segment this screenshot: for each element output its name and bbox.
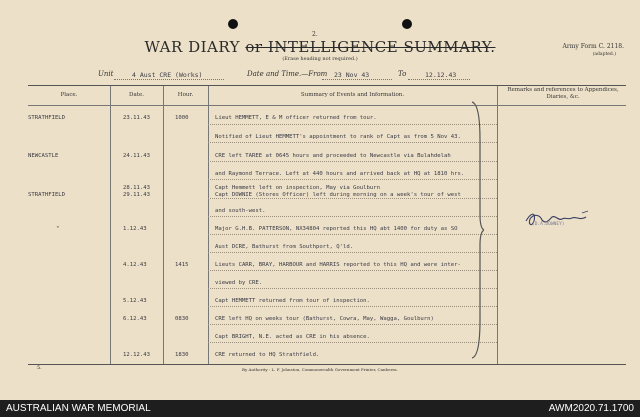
- col-header-hour: Hour.: [177, 92, 194, 98]
- row-text: Lieut HEMMETT, E & M officer returned from tour.: [215, 115, 377, 121]
- to-value: 12.12.43: [425, 71, 457, 79]
- row-date: 23.11.43: [123, 115, 150, 121]
- row-date: 4.12.43: [123, 262, 147, 268]
- page-number: 2.: [312, 31, 318, 38]
- row-hour: 1830: [175, 352, 189, 358]
- table-row: [28, 133, 626, 143]
- unit-value: 4 Aust CRE (Works): [132, 71, 203, 79]
- row-text: Capt Hemmett left on inspection, May via Goulburn: [215, 185, 381, 191]
- remarks-brace: [470, 100, 484, 360]
- table-row: [28, 297, 626, 307]
- row-hour: 1000: [175, 115, 189, 121]
- row-text: and south-west.: [215, 208, 266, 214]
- table-row: [28, 152, 626, 162]
- punch-hole: [228, 19, 238, 29]
- from-value: 23 Nov 43: [334, 71, 370, 79]
- row-date: 12.12.43: [123, 352, 150, 358]
- unit-line: [0, 70, 640, 82]
- col-header-remarks: Remarks and references to Appendices, Diaries, &c.: [507, 87, 619, 100]
- row-date: 1.12.43: [123, 226, 147, 232]
- col-header-date: Date.: [129, 92, 144, 98]
- table-row: [28, 333, 626, 343]
- date-label: Date and Time.—From: [247, 70, 328, 78]
- archive-id: AWM2020.71.1700: [548, 403, 634, 414]
- col-header-place: Place.: [60, 92, 78, 98]
- archive-name: AUSTRALIAN WAR MEMORIAL: [6, 403, 151, 414]
- row-text: CRE left TAREE at 0645 hours and proceeded to Newcastle via Bulahdelah: [215, 153, 451, 159]
- row-place: ": [56, 226, 60, 232]
- row-text: Notified of Lieut HEMMETT's appointment to rank of Capt as from 5 Nov 43.: [215, 134, 461, 140]
- row-hour: 1415: [175, 262, 189, 268]
- row-date: 5.12.43: [123, 298, 147, 304]
- row-date: 28.11.43: [123, 185, 150, 191]
- table-row: [28, 191, 626, 201]
- row-text: viewed by CRE.: [215, 280, 263, 286]
- form-number: [563, 43, 624, 59]
- row-text: CRE left HQ on weeks tour (Bathurst, Cowra, May, Wagga, Goulburn): [215, 316, 434, 322]
- form-number-sub: (adapted.): [592, 52, 616, 57]
- table-row: [28, 243, 626, 253]
- row-place: NEWCASTLE: [28, 153, 59, 159]
- row-text: and Raymond Terrace. Left at 440 hours and arrived back at HQ at 1810 hrs.: [215, 171, 465, 177]
- row-text: Capt BRIGHT, N.E. acted as CRE in his absence.: [215, 334, 370, 340]
- row-text: Major G.H.B. PATTERSON, NX34804 reported this HQ abt 1400 for duty as SO: [215, 226, 458, 232]
- table-row: [28, 279, 626, 289]
- signature-label: (D.A.DOWNEY): [532, 222, 565, 227]
- table-row: [28, 114, 626, 124]
- to-label: To: [398, 70, 407, 78]
- to-dots: [408, 79, 470, 80]
- row-place: STRATHFIELD: [28, 192, 66, 198]
- punch-hole: [402, 19, 412, 29]
- row-text: CRE returned to HQ Strathfield.: [215, 352, 320, 358]
- archive-caption-bar: [0, 400, 640, 417]
- row-text: Aust DCRE, Bathurst from Southport, Q'ld.: [215, 244, 354, 250]
- table-row: [28, 315, 626, 325]
- row-text: Capt HEMMETT returned from tour of inspection.: [215, 298, 370, 304]
- footer-number: 5.: [37, 365, 42, 371]
- row-text: Lieuts CARR, BRAY, HARBOUR and HARRIS reported to this HQ and were inter-: [215, 262, 461, 268]
- table-row: [28, 351, 626, 361]
- signature-mark: [522, 205, 592, 235]
- row-text: Capt DOWNIE (Stores Officer) left during morning on a week's tour of west: [215, 192, 461, 198]
- table-row: [28, 170, 626, 180]
- title-subtitle: (Erase heading not required.): [282, 56, 358, 62]
- footer-imprint: By Authority : L. F. Johnston, Commonwealth Government Printer, Canberra.: [242, 367, 398, 372]
- page-title: [0, 38, 640, 56]
- table-row: [28, 261, 626, 271]
- row-date: 24.11.43: [123, 153, 150, 159]
- unit-dots: [114, 79, 224, 80]
- header-rule: [28, 105, 626, 106]
- title-struck: or INTELLIGENCE SUMMARY.: [245, 38, 496, 56]
- title-main: WAR DIARY: [144, 38, 241, 56]
- row-hour: 0830: [175, 316, 189, 322]
- row-place: STRATHFIELD: [28, 115, 66, 121]
- ruled-line: [208, 124, 497, 125]
- form-number-label: Army Form C. 2118.: [562, 43, 624, 50]
- unit-label: Unit: [98, 70, 114, 78]
- row-date: 29.11.43: [123, 192, 150, 198]
- from-dots: [322, 79, 392, 80]
- row-date: 6.12.43: [123, 316, 147, 322]
- col-header-summary: Summary of Events and Information.: [300, 92, 405, 98]
